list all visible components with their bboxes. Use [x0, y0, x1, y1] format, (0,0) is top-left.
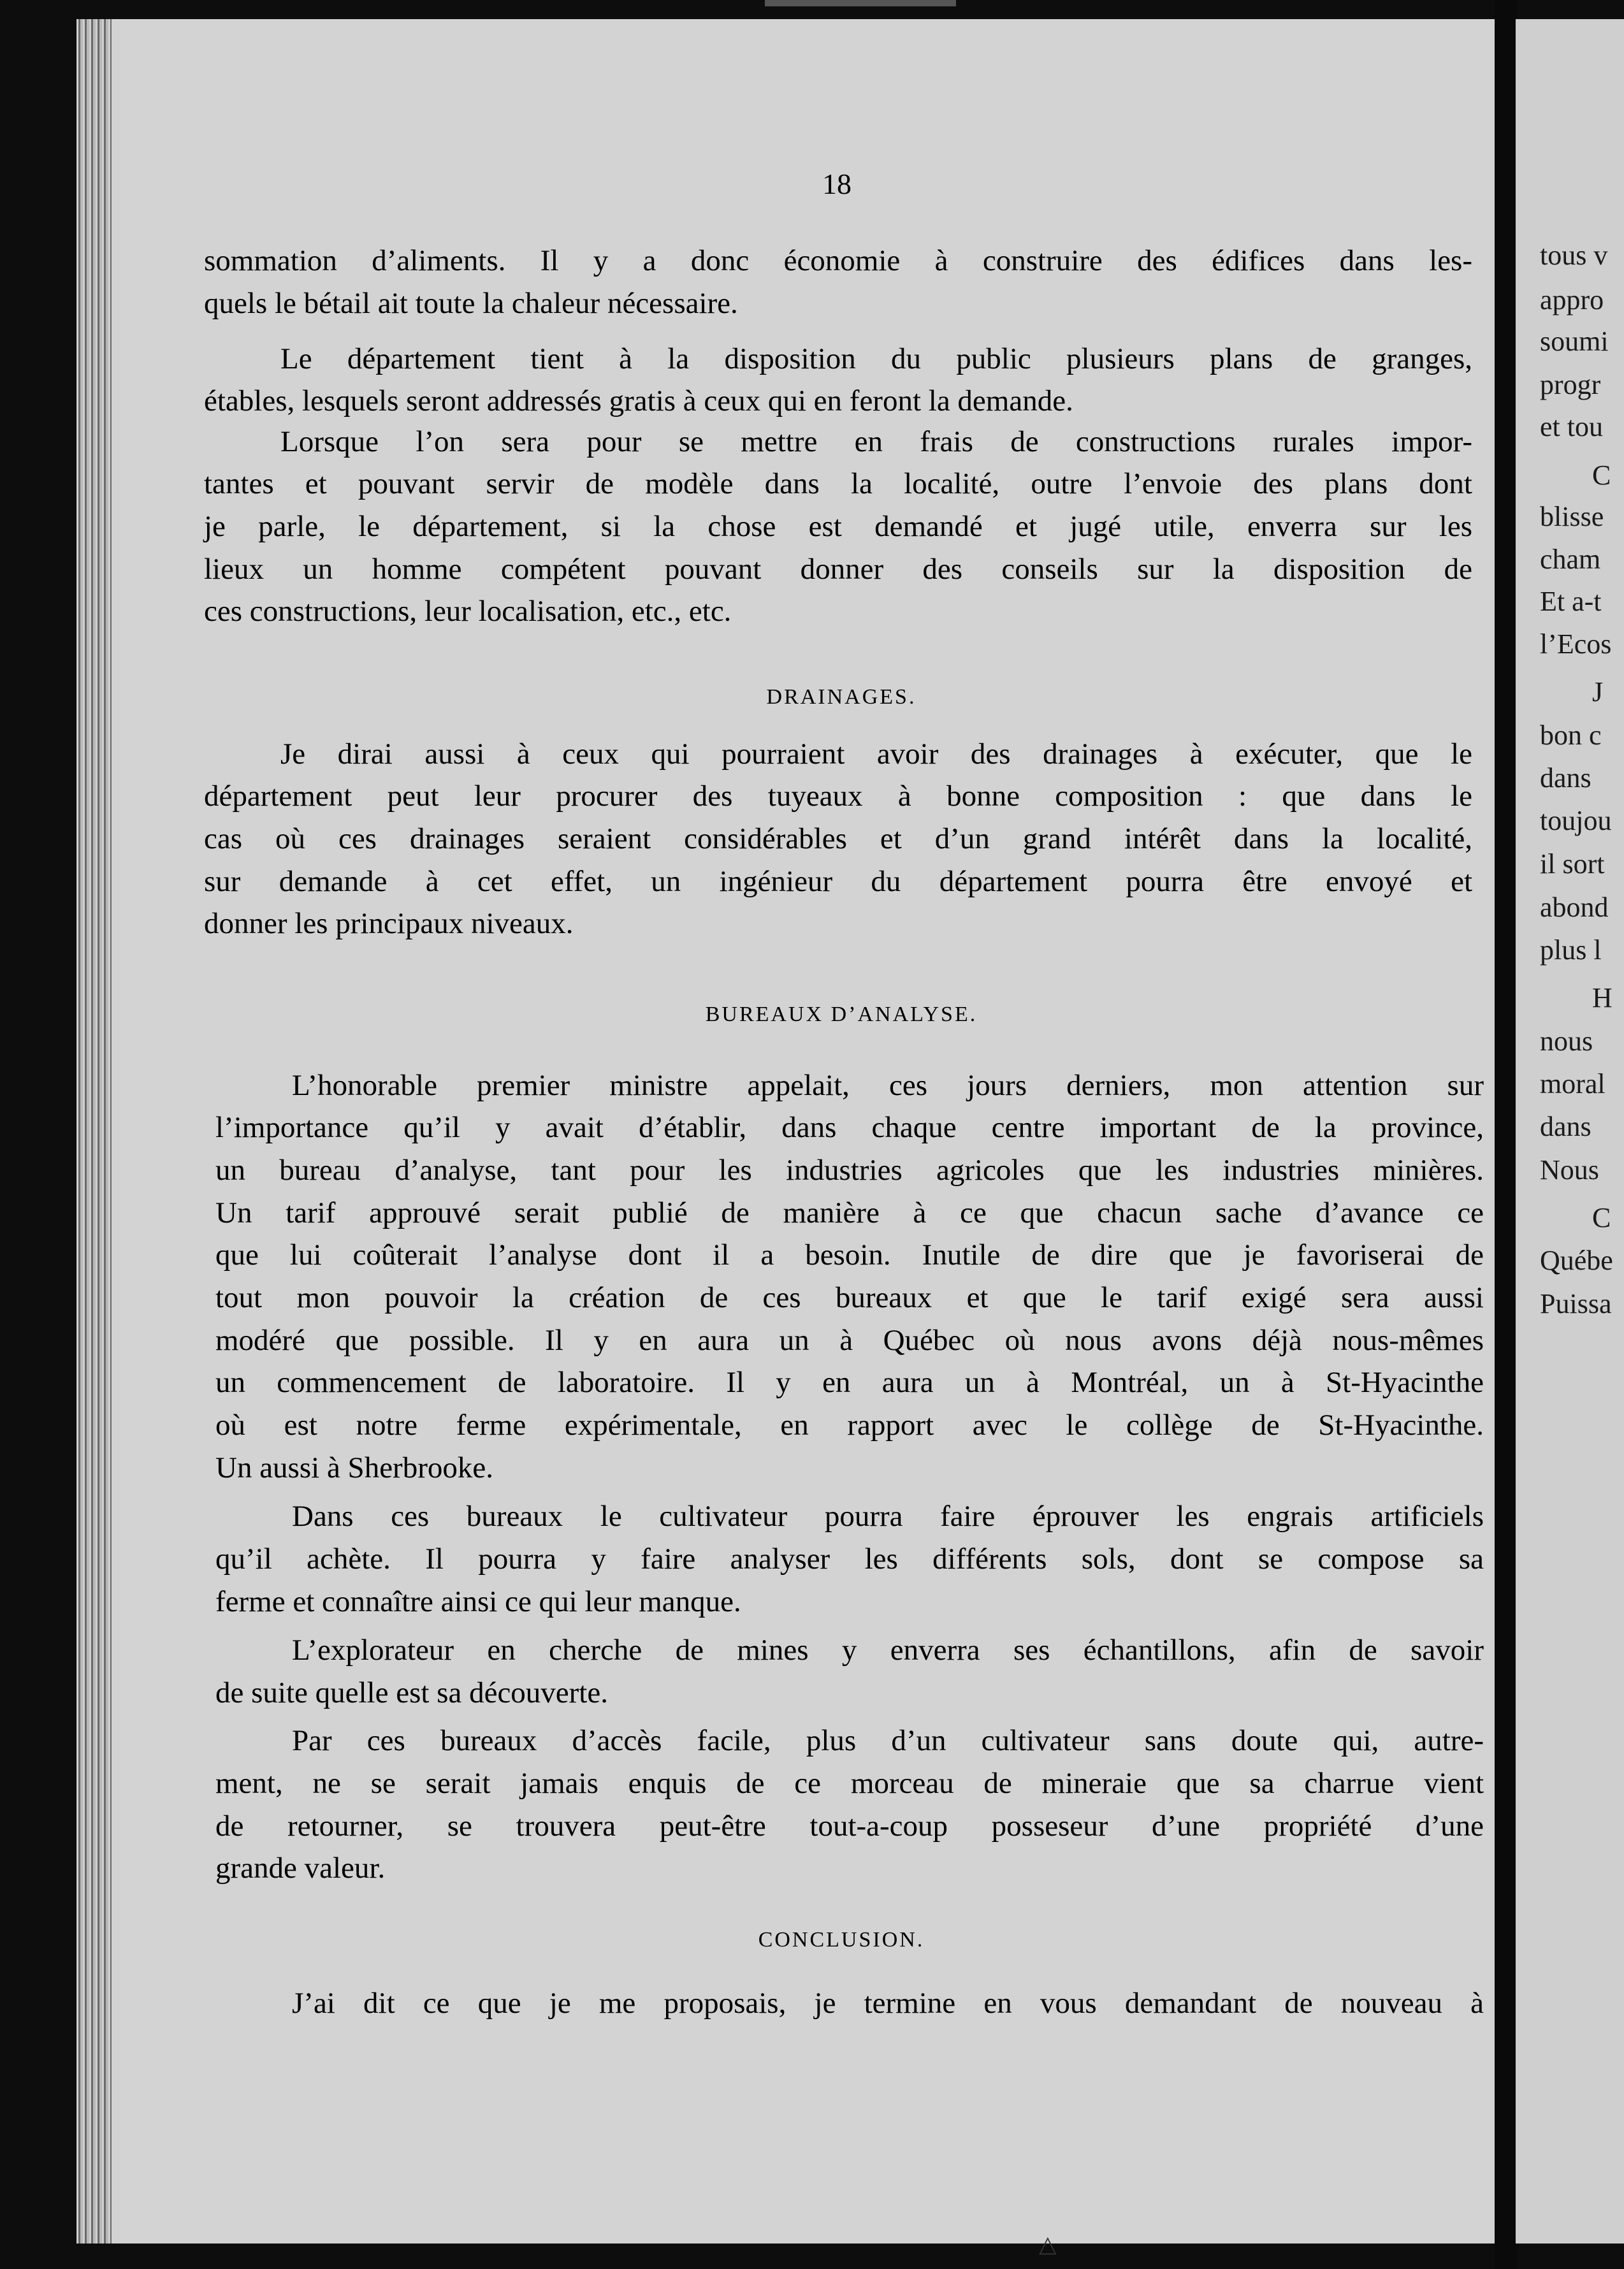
- facing-page-fragment: et tou: [1540, 411, 1603, 442]
- facing-page-fragment: C: [1592, 1202, 1611, 1233]
- right-page: [1516, 19, 1624, 2244]
- facing-page-fragment: C: [1592, 460, 1611, 491]
- facing-page-fragment: J: [1592, 676, 1604, 707]
- facing-page-fragment: Québe: [1540, 1245, 1613, 1276]
- facing-page-fragment: bon c: [1540, 720, 1602, 751]
- text-line: modéré que possible. Il y en aura un à Québec où nous avons déjà nous-mêmes: [215, 1324, 1484, 1357]
- facing-page-fragment: H: [1592, 982, 1613, 1013]
- facing-page-fragment: il sort: [1540, 848, 1605, 880]
- facing-page-fragment: tous v: [1540, 240, 1608, 271]
- text-line: ment, ne se serait jamais enquis de ce morceau de mineraie que sa charrue vient: [215, 1767, 1484, 1800]
- text-line: tout mon pouvoir la création de ces bureaux et que le tarif exigé sera aussi: [215, 1281, 1484, 1314]
- text-line: quels le bétail ait toute la chaleur nécessaire.: [204, 287, 738, 320]
- printer-mark: △: [1039, 2231, 1057, 2257]
- facing-page-fragment: cham: [1540, 544, 1601, 575]
- facing-page-fragment: progr: [1540, 369, 1601, 400]
- facing-page-fragment: dans: [1540, 1111, 1591, 1142]
- heading-conclusion: CONCLUSION.: [758, 1928, 925, 1952]
- text-line: lieux un homme compétent pouvant donner des conseils sur la disposition de: [204, 553, 1472, 586]
- facing-page-fragment: plus l: [1540, 934, 1602, 966]
- text-line: Le département tient à la disposition du public plusieurs plans de granges,: [280, 342, 1472, 375]
- text-line: qu’il achète. Il pourra y faire analyser les différents sols, dont se compose sa: [215, 1542, 1484, 1576]
- facing-page-fragment: Nous: [1540, 1154, 1599, 1185]
- gutter: [1495, 0, 1517, 2269]
- text-line: département peut leur procurer des tuyeaux à bonne composition : que dans le: [204, 779, 1472, 813]
- facing-page-fragment: Et a-t: [1540, 586, 1602, 617]
- text-line: je parle, le département, si la chose est demandé et jugé utile, enverra sur les: [204, 510, 1472, 543]
- text-line: que lui coûterait l’analyse dont il a besoin. Inutile de dire que je favoriserai de: [215, 1238, 1484, 1272]
- text-line: un commencement de laboratoire. Il y en aura un à Montréal, un à St-Hyacinthe: [215, 1366, 1484, 1399]
- binding-mark: [765, 0, 956, 6]
- facing-page-fragment: soumi: [1540, 326, 1609, 357]
- text-line: Je dirai aussi à ceux qui pourraient avoir des drainages à exécuter, que le: [280, 737, 1472, 771]
- facing-page-fragment: l’Ecos: [1540, 628, 1612, 660]
- facing-page-fragment: dans: [1540, 762, 1591, 794]
- text-line: Un tarif approuvé serait publié de manière à ce que chacun sache d’avance ce: [215, 1196, 1484, 1229]
- text-line: de retourner, se trouvera peut-être tout-a-coup posseseur d’une propriété d’une: [215, 1809, 1484, 1843]
- heading-bureaux-analyse: BUREAUX D’ANALYSE.: [705, 1003, 978, 1026]
- text-line: Lorsque l’on sera pour se mettre en frais de constructions rurales impor-: [280, 425, 1472, 458]
- text-line: Par ces bureaux d’accès facile, plus d’un cultivateur sans doute qui, autre-: [292, 1724, 1484, 1757]
- facing-page-fragment: appro: [1540, 284, 1604, 315]
- facing-page-fragment: abond: [1540, 892, 1609, 923]
- heading-drainages: DRAINAGES.: [766, 685, 917, 709]
- text-line: étables, lesquels seront addressés gratis à ceux qui en feront la demande.: [204, 384, 1073, 417]
- text-line: l’importance qu’il y avait d’établir, dans chaque centre important de la province,: [215, 1111, 1484, 1144]
- facing-page-fragment: blisse: [1540, 501, 1604, 532]
- text-line: L’explorateur en cherche de mines y enverra ses échantillons, afin de savoir: [292, 1634, 1484, 1667]
- text-line: cas où ces drainages seraient considérables et d’un grand intérêt dans la localité,: [204, 822, 1472, 855]
- text-line: un bureau d’analyse, tant pour les industries agricoles que les industries minières.: [215, 1154, 1484, 1187]
- text-line: tantes et pouvant servir de modèle dans la localité, outre l’envoie des plans dont: [204, 467, 1472, 500]
- text-line: Dans ces bureaux le cultivateur pourra faire éprouver les engrais artificiels: [292, 1500, 1484, 1533]
- text-line: ces constructions, leur localisation, etc., etc.: [204, 595, 732, 628]
- text-line: de suite quelle est sa découverte.: [215, 1676, 608, 1709]
- facing-page-fragment: Puissa: [1540, 1288, 1612, 1319]
- text-line: Un aussi à Sherbrooke.: [215, 1451, 493, 1484]
- page-number: 18: [822, 168, 852, 200]
- facing-page-fragment: nous: [1540, 1026, 1593, 1057]
- text-line: ferme et connaître ainsi ce qui leur manque.: [215, 1585, 741, 1618]
- facing-page-fragment: toujou: [1540, 805, 1612, 836]
- text-line: grande valeur.: [215, 1852, 386, 1885]
- text-line: donner les principaux niveaux.: [204, 907, 574, 940]
- facing-page-fragment: moral: [1540, 1068, 1606, 1099]
- text-line: sommation d’aliments. Il y a donc économie à construire des édifices dans les-: [204, 244, 1472, 277]
- text-line: sur demande à cet effet, un ingénieur du département pourra être envoyé et: [204, 865, 1472, 898]
- text-line: L’honorable premier ministre appelait, ces jours derniers, mon attention sur: [292, 1069, 1484, 1102]
- text-line: où est notre ferme expérimentale, en rapport avec le collège de St-Hyacinthe.: [215, 1409, 1484, 1442]
- text-line: J’ai dit ce que je me proposais, je termine en vous demandant de nouveau à: [292, 1987, 1484, 2020]
